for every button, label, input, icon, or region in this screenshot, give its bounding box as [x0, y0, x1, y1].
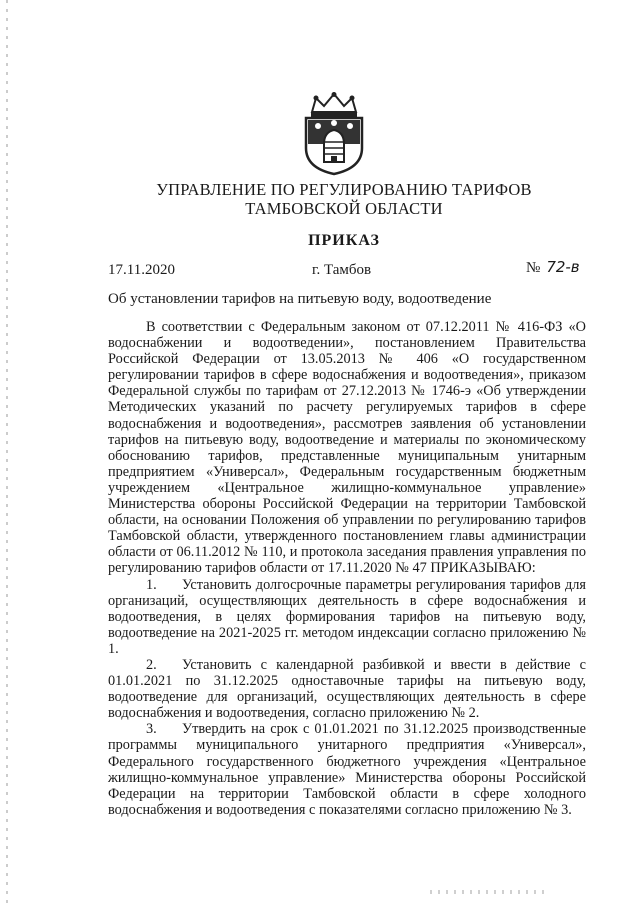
document-subject: Об установлении тарифов на питьевую воду, водоотведение [108, 291, 492, 307]
item-text: Утвердить на срок с 01.01.2021 по 31.12.2025 производственные программы муниципального унитарного предприятия «Универсал», Федерального государственного бюджетного учреждения «Центральное жилищно-коммунальное управление» Министерства обороны Российской Федерации на территории Тамбовской области в сфере холодного водоснабжения и водоотведения с показателями согласно приложению № 3. [108, 721, 586, 818]
document-body [108, 319, 586, 818]
scan-artifact [430, 890, 550, 894]
item-text: Установить с календарной разбивкой и ввести в действие с 01.01.2021 по 31.12.2025 одноставочные тарифы на питьевую воду, водоотведение для организаций, осуществляющих деятельность в сфере водоснабжения и водоотведения, согласно приложению № 2. [108, 656, 586, 722]
order-item [108, 577, 586, 657]
tambov-coat-of-arms-icon [298, 92, 370, 176]
item-text: Установить долгосрочные параметры регулирования тарифов для организаций, осуществляющих деятельность в сфере водоснабжения и водоотведения, в целях формирования тарифов на питьевую воду, водоотведение на 2021-2025 гг. методом индексации согласно приложению № 1. [108, 576, 586, 657]
number-sign: № [526, 260, 541, 276]
document-number [526, 258, 580, 277]
org-name-line1: УПРАВЛЕНИЕ ПО РЕГУЛИРОВАНИЮ ТАРИФОВ [156, 180, 532, 199]
document-type-title: ПРИКАЗ [308, 232, 380, 249]
item-number: 3. [146, 721, 157, 738]
document-date: 17.11.2020 [108, 262, 175, 278]
preamble-paragraph: В соответствии с Федеральным законом от 07.12.2011 № 416-ФЗ «О водоснабжении и водоотведении», постановлением Правительства Российской Федерации от 13.05.2013 № 406 «О государственном регулировании тарифов в сфере водоснабжения и водоотведения», приказом Федеральной службы по тарифам от 27.12.2013 № 1746-э «Об утверждении Методических указаний по расчету регулируемых тарифов в сфере водоснабжения и водоотведения», рассмотрев заявления об установлении тарифов на питьевую воду, водоотведение и материалы по экономическому обоснованию тарифов, представленные муниципальным унитарным предприятием «Универсал», Федеральным государственным бюджетным учреждением «Центральное жилищно-коммунальное управление» Министерства обороны Российской Федерации на территории Тамбовской области, на основании Положения об управлении по регулированию тарифов Тамбовской области, утвержденного постановлением главы администрации области от 06.11.2012 № 110, и протокола заседания правления управления по регулированию тарифов области от 17.11.2020 № 47 ПРИКАЗЫВАЮ: [108, 319, 586, 577]
order-item [108, 657, 586, 721]
org-name-line2: ТАМБОВСКОЙ ОБЛАСТИ [245, 199, 443, 218]
item-number: 2. [146, 656, 157, 673]
scan-edge [6, 0, 8, 905]
item-number: 1. [146, 576, 157, 593]
document-city: г. Тамбов [312, 262, 372, 278]
order-item [108, 721, 586, 818]
handwritten-number: 72-в [546, 258, 580, 276]
